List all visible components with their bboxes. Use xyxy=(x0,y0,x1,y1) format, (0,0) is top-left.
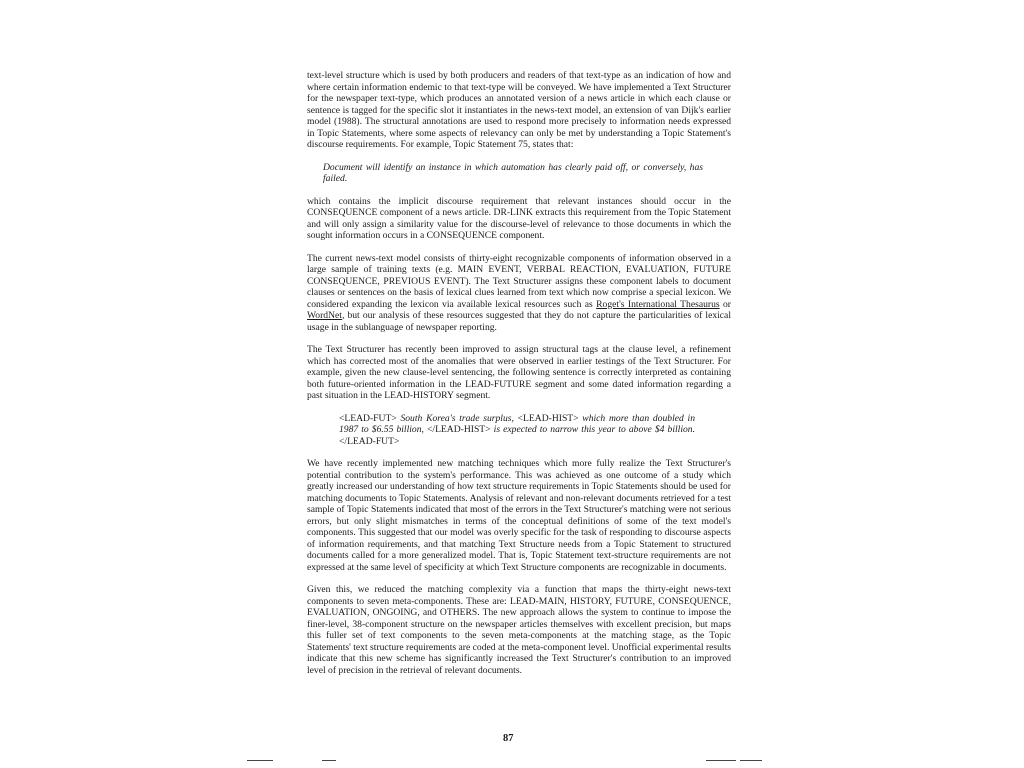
body-text xyxy=(307,70,731,687)
topic-statement-quote: Document will identify an instance in which automation has clearly paid off, or conversely, has failed. xyxy=(323,161,703,184)
footer-rule xyxy=(322,760,336,761)
footer-rule xyxy=(740,760,762,761)
paragraph-consequence-requirement: which contains the implicit discourse requirement that relevant instances should occur in the CONSEQUENCE component of a news article. DR-LINK extracts this requirement from the Topic Statement and will only assign a similarity value for the discourse-level of relevance to those documents in which the sought information occurs in a CONSEQUENCE component. xyxy=(307,195,731,241)
example-text: South Korea's trade surplus, xyxy=(396,412,518,424)
page-number: 87 xyxy=(503,733,514,744)
reference-wordnet: WordNet xyxy=(307,310,342,321)
paragraph-meta-components: Given this, we reduced the matching complexity via a function that maps the thirty-eight news-text components to seven meta-components. These are: LEAD-MAIN, HISTORY, FUTURE, CONSEQUENCE, EVALUATION, ONGOING, and OTHERS. The new approach allows the system to continue to impose the finer-level, 38-component structure on the newspaper articles themselves with excellent precision, but maps this fuller set of text components to the seven meta-components at the matching stage, as the Topic Statements' text structure requirements are coded at the meta-component level. Unofficial experimental results indicate that this new scheme has significantly increased the Text Structurer's contribution to an improved level of precision in the retrieval of relevant documents. xyxy=(307,584,731,676)
tagged-example-sentence xyxy=(339,413,695,448)
example-text: which more than doubled in 1987 to $6.55 billion, xyxy=(339,412,696,435)
paragraph-text: or xyxy=(719,298,731,310)
paragraph-text-structure-intro: text-level structure which is used by both producers and readers of that text-type as an indication of how and where certain information endemic to that text-type will be conveyed. We have implemented a Text Structurer for the newspaper text-type, which produces an annotated version of a news article in which each clause or sentence is tagged for the specific slot it instantiates in the news-text model, an extension of van Dijk's earlier model (1988). The structural annotations are used to respond more precisely to information needs expressed in Topic Statements, where some aspects of relevancy can only be met by understanding a Topic Statement's discourse requirements. For example, Topic Statement 75, states that: xyxy=(307,70,731,150)
tag-lead-hist-close: </LEAD-HIST> xyxy=(427,424,491,435)
reference-rogets-thesaurus: Roget's International Thesaurus xyxy=(596,298,720,310)
tag-lead-fut-close: </LEAD-FUT> xyxy=(339,435,400,447)
paragraph-text: The current news-text model consists of thirty-eight recognizable components of information observed in a large sample of training texts (e.g. MAIN EVENT, VERBAL REACTION, EVALUATION, FUTURE CONSEQUENCE, PREVIOUS EVENT). The Text Structurer assigns these component labels to document clauses or sentences on the basis of lexical clues learned from text which now comprise a special lexicon. We considered expanding the lexicon via available lexical resources such as xyxy=(307,252,731,310)
paragraph-matching-techniques: We have recently implemented new matching techniques which more fully realize the Text Structurer's potential contribution to the system's performance. This was achieved as one outcome of a study which greatly increased our understanding of how text structure requirements in Topic Statements should be used for matching documents to Topic Statements. Analysis of relevant and non-relevant documents retrieved for a test sample of Topic Statements indicated that most of the errors in the Text Structurer's matching were not serious errors, but only slight mismatches in terms of the conceptual definitions of some of the text model's components. This suggested that our model was overly specific for the task of responding to discourse aspects of information requirements, and that matching Text Structure needs from a Topic Statement to structured documents called for a more generalized model. That is, Topic Statement text-structure requirements are not expressed at the same level of specificity at which Text Structure components are recognizable in documents. xyxy=(307,458,731,573)
example-text: is expected to narrow this year to above $4 billion. xyxy=(490,424,695,435)
footer-rule xyxy=(706,760,736,761)
paragraph-clause-level-tags: The Text Structurer has recently been improved to assign structural tags at the clause level, a refinement which has corrected most of the anomalies that were observed in earlier testings of the Text Structurer. For example, given the new clause-level sentencing, the following sentence is correctly interpreted as containing both future-oriented information in the LEAD-FUTURE segment and some dated information regarding a past situation in the LEAD-HISTORY segment. xyxy=(307,344,731,401)
paragraph-news-text-model xyxy=(307,253,731,334)
tag-lead-fut-open: <LEAD-FUT> xyxy=(339,412,397,424)
tag-lead-hist-open: <LEAD-HIST> xyxy=(517,412,579,424)
paragraph-text: , but our analysis of these resources suggested that they do not capture the particularities of lexical usage in the sublanguage of newspaper reporting. xyxy=(307,310,731,333)
footer-rule xyxy=(247,760,273,761)
